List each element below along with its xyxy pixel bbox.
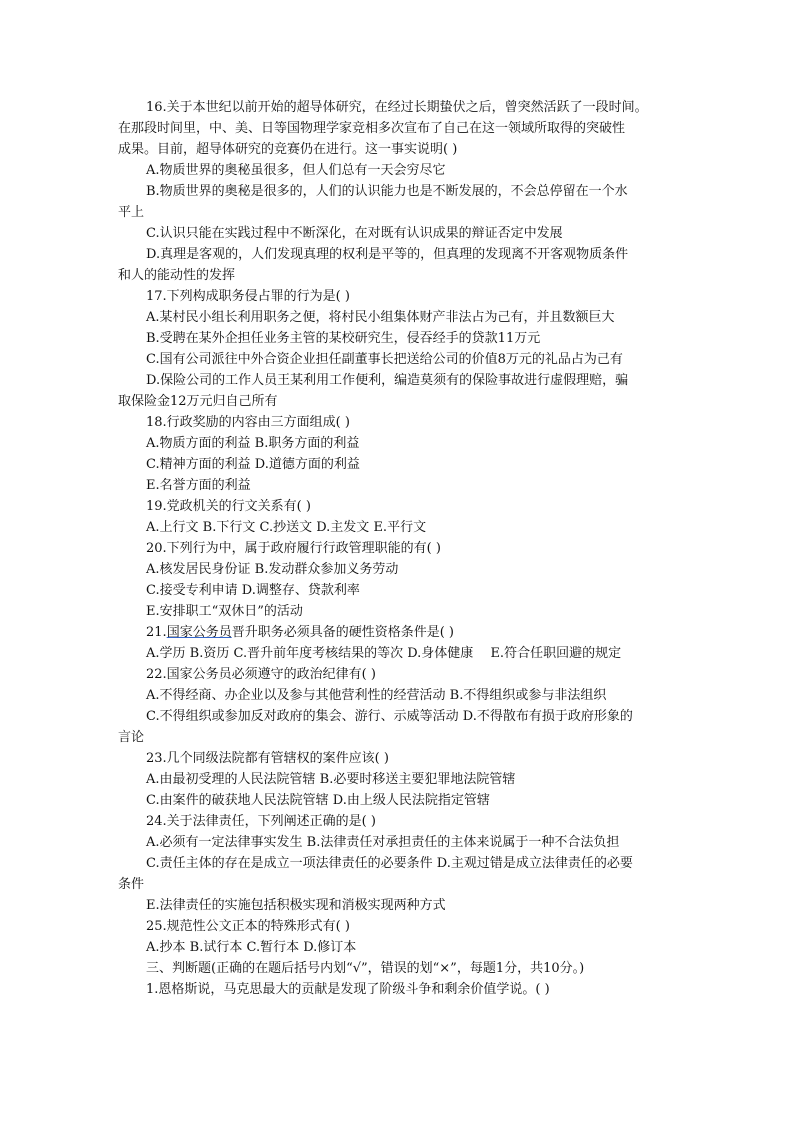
line-text: 22.国家公务员必须遵守的政治纪律有( ) [146, 667, 376, 682]
text-line [118, 286, 674, 307]
line-text: A.物质方面的利益 B.职务方面的利益 [146, 436, 360, 451]
text-line [118, 559, 674, 580]
line-text: 三、判断题(正确的在题后括号内划“√”，错误的划“×”，每题1分，共10分。) [146, 961, 585, 976]
line-text: B.物质世界的奥秘是很多的，人们的认识能力也是不断发展的，不会总停留在一个水 [146, 184, 628, 199]
line-text: C.国有公司派往中外合资企业担任副董事长把送给公司的价值8万元的礼品占为己有 [146, 352, 623, 367]
line-text: 平上 [118, 205, 145, 220]
line-text: C.接受专利申请 D.调整存、贷款利率 [146, 583, 360, 598]
text-line [118, 223, 674, 244]
text-line [118, 139, 674, 160]
text-line [118, 433, 674, 454]
line-text: 成果。目前，超导体研究的竞赛仍在进行。这一事实说明( ) [118, 142, 458, 157]
text-line [118, 874, 674, 895]
text-line [118, 958, 674, 979]
text-line [118, 979, 674, 1000]
line-text: 19.党政机关的行文关系有( ) [146, 499, 311, 514]
text-line [118, 643, 674, 664]
line-text: 16.关于本世纪以前开始的超导体研究，在经过长期蛰伏之后，曾突然活跃了一段时间。 [146, 100, 648, 115]
line-text-tail: 晋升职务必须具备的硬性资格条件是( ) [231, 625, 454, 640]
text-line [118, 244, 674, 265]
line-text: C.精神方面的利益 D.道德方面的利益 [146, 457, 360, 472]
text-line [118, 580, 674, 601]
text-line [118, 181, 674, 202]
line-text: E.法律责任的实施包括积极实现和消极实现两种方式 [146, 898, 446, 913]
text-line [118, 706, 674, 727]
line-text: A.核发居民身份证 B.发动群众参加义务劳动 [146, 562, 399, 577]
line-text: 21. [146, 625, 167, 640]
text-line [118, 370, 674, 391]
line-text: 25.规范性公文正本的特殊形式有( ) [146, 919, 350, 934]
line-text: 言论 [118, 730, 145, 745]
text-line [118, 622, 674, 643]
text-line [118, 496, 674, 517]
line-text: 在那段时间里，中、美、日等国物理学家竞相多次宣布了自己在这一领域所取得的突破性 [118, 121, 626, 136]
line-text: A.学历 B.资历 C.晋升前年度考核结果的等次 D.身体健康 E.符合任职回避的规定 [146, 646, 622, 661]
line-text: 24.关于法律责任，下列阐述正确的是( ) [146, 814, 376, 829]
line-text: C.由案件的破获地人民法院管辖 D.由上级人民法院指定管辖 [146, 793, 490, 808]
text-line [118, 853, 674, 874]
text-line [118, 916, 674, 937]
text-line [118, 118, 674, 139]
line-text: E.安排职工“双休日”的活动 [146, 604, 303, 619]
line-text: A.某村民小组长利用职务之便，将村民小组集体财产非法占为己有，并且数额巨大 [146, 310, 615, 325]
text-line [118, 685, 674, 706]
text-line [118, 811, 674, 832]
line-text: D.真理是客观的，人们发现真理的权利是平等的，但真理的发现离不开客观物质条件 [146, 247, 629, 262]
line-text: 取保险金12万元归自己所有 [118, 394, 278, 409]
line-text: 1.恩格斯说，马克思最大的贡献是发现了阶级斗争和剩余价值学说。( ) [146, 982, 550, 997]
text-line [118, 412, 674, 433]
text-line [118, 790, 674, 811]
line-text: 和人的能动性的发挥 [118, 268, 236, 283]
text-line [118, 328, 674, 349]
text-line [118, 517, 674, 538]
line-text: A.物质世界的奥秘虽很多，但人们总有一天会穷尽它 [146, 163, 446, 178]
hyperlink[interactable]: 国家公务员 [166, 625, 232, 640]
line-text: 20.下列行为中，属于政府履行行政管理职能的有( ) [146, 541, 441, 556]
line-text: 23.几个同级法院都有管辖权的案件应该( ) [146, 751, 389, 766]
text-line [118, 727, 674, 748]
line-text: C.责任主体的存在是成立一项法律责任的必要条件 D.主观过错是成立法律责任的必要 [146, 856, 633, 871]
line-text: B.受聘在某外企担任业务主管的某校研究生，侵吞经手的贷款11万元 [146, 331, 541, 346]
document-page [118, 97, 674, 1000]
text-line [118, 769, 674, 790]
text-line [118, 265, 674, 286]
text-line [118, 748, 674, 769]
text-line [118, 475, 674, 496]
line-text: A.由最初受理的人民法院管辖 B.必要时移送主要犯罪地法院管辖 [146, 772, 516, 787]
text-line [118, 202, 674, 223]
line-text: D.保险公司的工作人员王某利用工作便利，编造莫须有的保险事故进行虚假理赔，骗 [146, 373, 629, 388]
line-text: 条件 [118, 877, 145, 892]
text-line [118, 664, 674, 685]
text-line [118, 601, 674, 622]
text-line [118, 937, 674, 958]
text-line [118, 454, 674, 475]
text-line [118, 391, 674, 412]
line-text: A.不得经商、办企业以及参与其他营利性的经营活动 B.不得组织或参与非法组织 [146, 688, 607, 703]
text-line [118, 895, 674, 916]
text-line [118, 538, 674, 559]
line-text: A.上行文 B.下行文 C.抄送文 D.主发文 E.平行文 [146, 520, 427, 535]
text-line [118, 307, 674, 328]
text-line [118, 832, 674, 853]
line-text: 18.行政奖励的内容由三方面组成( ) [146, 415, 350, 430]
text-line [118, 349, 674, 370]
line-text: E.名誉方面的利益 [146, 478, 251, 493]
line-text: A.必须有一定法律事实发生 B.法律责任对承担责任的主体来说属于一种不合法负担 [146, 835, 620, 850]
line-text: A.抄本 B.试行本 C.暂行本 D.修订本 [146, 940, 357, 955]
line-text: C.认识只能在实践过程中不断深化，在对既有认识成果的辩证否定中发展 [146, 226, 563, 241]
line-text: 17.下列构成职务侵占罪的行为是( ) [146, 289, 350, 304]
line-text: C.不得组织或参加反对政府的集会、游行、示威等活动 D.不得散布有损于政府形象的 [146, 709, 633, 724]
text-line [118, 97, 674, 118]
text-line [118, 160, 674, 181]
